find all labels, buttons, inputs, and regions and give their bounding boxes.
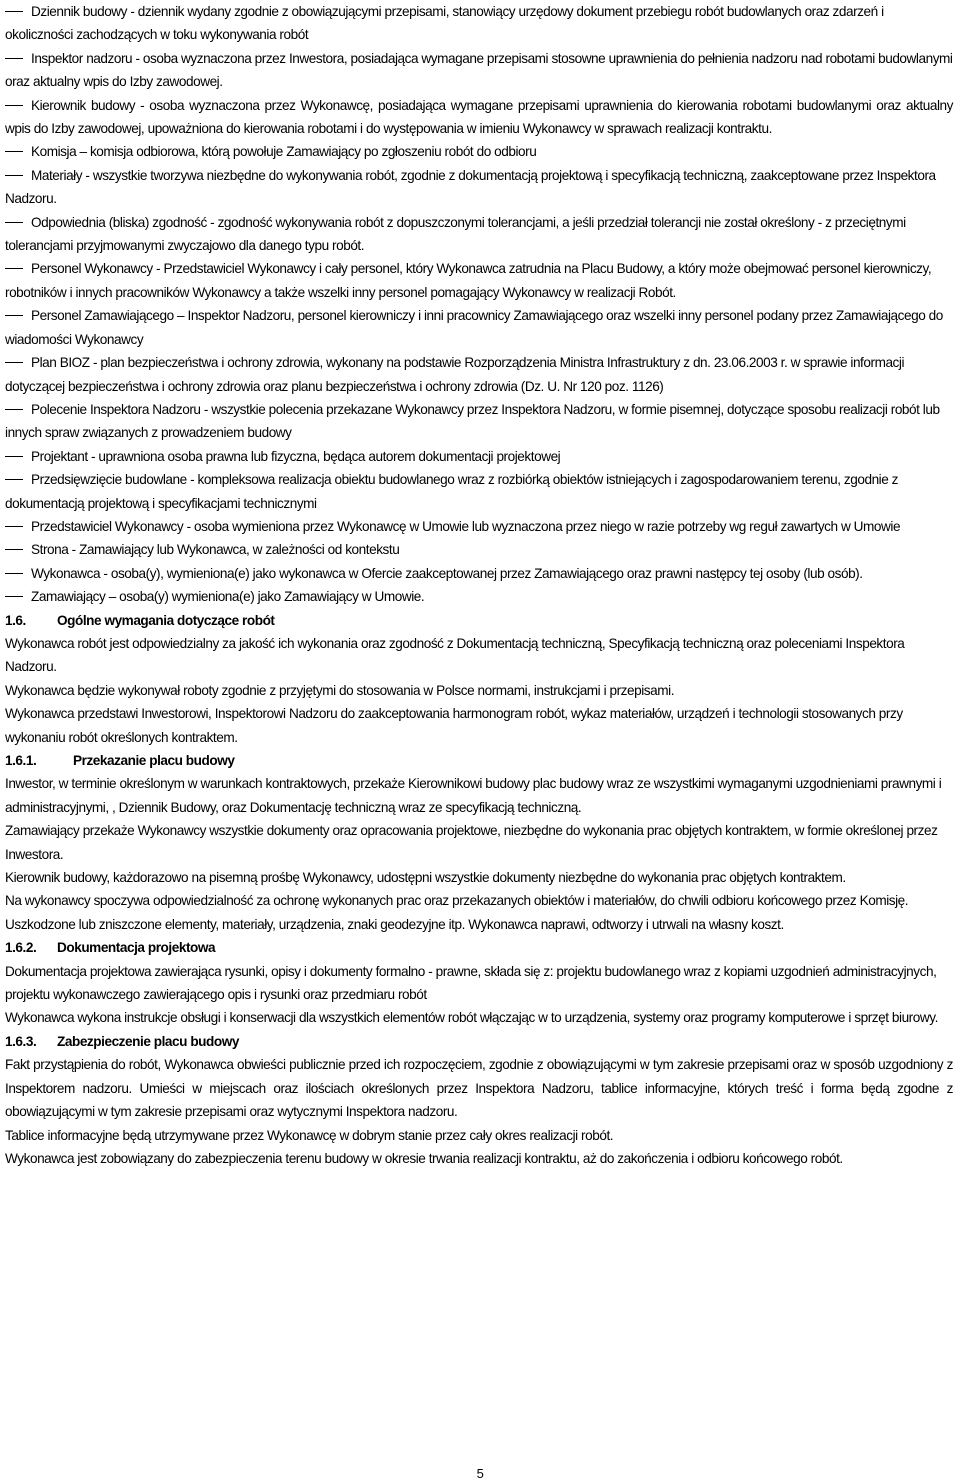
definitions-list xyxy=(5,0,953,609)
definition-item: Projektant - uprawniona osoba prawna lub fizyczna, będąca autorem dokumentacji projektowej xyxy=(5,445,953,468)
dash-bullet-icon xyxy=(5,573,23,574)
dash-bullet-icon xyxy=(5,596,23,597)
section-1-6-1 xyxy=(5,749,953,936)
definition-item: Przedstawiciel Wykonawcy - osoba wymieniona przez Wykonawcę w Umowie lub wyznaczona przez niego w razie potrzeby wg reguł zawartych w Umowie xyxy=(5,515,953,538)
section-heading xyxy=(5,1030,953,1053)
paragraph: Wykonawca przedstawi Inwestorowi, Inspektorowi Nadzoru do zaakceptowania harmonogram robót, wykaz materiałów, urządzeń i technologii stosowanych przy wykonaniu robót określonych kontraktem. xyxy=(5,706,903,745)
section-heading xyxy=(5,609,953,632)
section-title: Zabezpieczenie placu budowy xyxy=(57,1033,239,1049)
paragraph: Wykonawca wykona instrukcje obsługi i konserwacji dla wszystkich elementów robót włączając w to urządzenia, systemy oraz programy komputerowe i sprzęt biurowy. xyxy=(5,1010,938,1026)
definition-item: Personel Zamawiającego – Inspektor Nadzoru, personel kierowniczy i inni pracownicy Zamawiającego oraz wszelki inny personel podany przez Zamawiającego do wiadomości Wykonawcy xyxy=(5,308,943,347)
definition-item: Odpowiednia (bliska) zgodność - zgodność wykonywania robót z dopuszczonymi tolerancjami, a jeśli przedział tolerancji nie został określony - z przeciętnymi tolerancjami przyjmowanymi zwyczajowo dla danego typu robót. xyxy=(5,214,906,254)
dash-bullet-icon xyxy=(5,268,23,269)
dash-bullet-icon xyxy=(5,222,23,223)
paragraph: Wykonawca robót jest odpowiedzialny za jakość ich wykonania oraz zgodność z Dokumentacją techniczną, Specyfikacją techniczną oraz poleceniami Inspektora Nadzoru. xyxy=(5,635,905,675)
section-title: Dokumentacja projektowa xyxy=(57,940,216,956)
section-title: Ogólne wymagania dotyczące robót xyxy=(57,612,275,628)
definition-item: Komisja – komisja odbiorowa, którą powołuje Zamawiający po zgłoszeniu robót do odbioru xyxy=(5,140,953,163)
dash-bullet-icon xyxy=(5,11,23,12)
definition-item: Dziennik budowy - dziennik wydany zgodnie z obowiązującymi przepisami, stanowiący urzędowy dokument przebiegu robót budowlanych oraz zdarzeń i okoliczności zachodzących w toku wykonywania robót xyxy=(5,4,884,43)
dash-bullet-icon xyxy=(5,151,23,152)
section-number: 1.6.2. xyxy=(5,940,37,956)
paragraph: Inwestor, w terminie określonym w warunkach kontraktowych, przekaże Kierownikowi budowy plac budowy wraz ze wszystkimi wymaganymi uzgodnieniami prawnymi i administracyjnymi, , Dziennik Budowy, oraz Dokumentację techniczną wraz ze specyfikacją techniczną. xyxy=(5,776,942,815)
section-heading xyxy=(5,749,953,772)
paragraph: Na wykonawcy spoczywa odpowiedzialność za ochronę wykonanych prac oraz przekazanych obiektów i materiałów, do chwili odbioru końcowego przez Komisję. Uszkodzone lub zniszczone elementy, materiały, urządzenia, znaki geodezyjne itp. Wykonawca naprawi, odtworzy i utrwali na własny koszt. xyxy=(5,893,909,932)
dash-bullet-icon xyxy=(5,549,23,550)
paragraph: Kierownik budowy, każdorazowo na pisemną prośbę Wykonawcy, udostępni wszystkie dokumenty niezbędne do wykonania prac objętych kontraktem. xyxy=(5,870,846,886)
definition-item: Personel Wykonawcy - Przedstawiciel Wykonawcy i cały personel, który Wykonawca zatrudnia na Placu Budowy, a który może obejmować personel kierowniczy, robotników i innych pracowników Wykonawcy a także wszelki inny personel pomagający Wykonawcy w realizacji Robót. xyxy=(5,261,932,300)
paragraph: Zamawiający przekaże Wykonawcy wszystkie dokumenty oraz opracowania projektowe, niezbędne do wykonania prac objętych kontraktem, w formie określonej przez Inwestora. xyxy=(5,823,938,862)
dash-bullet-icon xyxy=(5,409,23,410)
dash-bullet-icon xyxy=(5,362,23,363)
section-1-6-2 xyxy=(5,936,953,1030)
paragraph: Wykonawca jest zobowiązany do zabezpieczenia terenu budowy w okresie trwania realizacji kontraktu, aż do zakończenia i odbioru końcowego robót. xyxy=(5,1150,843,1166)
dash-bullet-icon xyxy=(5,456,23,457)
definition-item: Materiały - wszystkie tworzywa niezbędne do wykonywania robót, zgodnie z dokumentacją projektową i specyfikacją techniczną, zaakceptowane przez Inspektora Nadzoru. xyxy=(5,167,936,207)
dash-bullet-icon xyxy=(5,105,23,106)
dash-bullet-icon xyxy=(5,315,23,316)
section-heading xyxy=(5,936,953,959)
paragraph: Tablice informacyjne będą utrzymywane przez Wykonawcę w dobrym stanie przez cały okres realizacji robót. xyxy=(5,1127,614,1143)
document-body xyxy=(5,0,953,1170)
dash-bullet-icon xyxy=(5,58,23,59)
section-1-6-3 xyxy=(5,1030,953,1170)
definition-item: Wykonawca - osoba(y), wymieniona(e) jako wykonawca w Ofercie zaakceptowanej przez Zamawiającego oraz prawni następcy tej osoby (lub osób). xyxy=(5,562,953,585)
definition-item: Inspektor nadzoru - osoba wyznaczona przez Inwestora, posiadająca wymagane przepisami stosowne uprawnienia do pełnienia nadzoru nad robotami budowlanymi oraz aktualny wpis do Izby zawodowej. xyxy=(5,50,953,90)
page-number: 5 xyxy=(476,1466,484,1481)
definition-item: Plan BIOZ - plan bezpieczeństwa i ochrony zdrowia, wykonany na podstawie Rozporządzenia Ministra Infrastruktury z dn. 23.06.2003 r. w sprawie informacji dotyczącej bezpieczeństwa i ochrony zdrowia oraz planu bezpieczeństwa i ochrony zdrowia (Dz. U. Nr 120 poz. 1126) xyxy=(5,355,905,394)
dash-bullet-icon xyxy=(5,526,23,527)
definition-item: Polecenie Inspektora Nadzoru - wszystkie polecenia przekazane Wykonawcy przez Inspektora Nadzoru, w formie pisemnej, dotyczące sposobu realizacji robót lub innych spraw związanych z prowadzeniem budowy xyxy=(5,401,940,441)
section-title: Przekazanie placu budowy xyxy=(73,753,235,768)
paragraph: Fakt przystąpienia do robót, Wykonawca obwieści publicznie przed ich rozpoczęciem, zgodnie z obowiązującymi w tym zakresie przepisami oraz w sposób uzgodniony z Inspektorem nadzoru. Umieści w miejscach oraz ilościach określonych przez Inspektora Nadzoru, tablice informacyjne, których treść i forma będą zgodne z obowiązującymi w tym zakresie przepisami oraz wytycznymi Inspektora nadzoru. xyxy=(5,1057,953,1120)
section-number: 1.6. xyxy=(5,612,26,628)
paragraph: Dokumentacja projektowa zawierająca rysunki, opisy i dokumenty formalno - prawne, składa się z: projektu budowlanego wraz z kopiami uzgodnień administracyjnych, projektu wykonawczego zawierającego opis i rysunki oraz przedmiaru robót xyxy=(5,963,937,1003)
section-1-6 xyxy=(5,609,953,749)
dash-bullet-icon xyxy=(5,175,23,176)
section-number: 1.6.3. xyxy=(5,1033,37,1049)
definition-item: Kierownik budowy - osoba wyznaczona przez Wykonawcę, posiadająca wymagane przepisami uprawnienia do kierowania robotami budowlanymi oraz aktualny wpis do Izby zawodowej, upoważniona do kierowania robotami i do występowania w imieniu Wykonawcy w sprawach realizacji kontraktu. xyxy=(5,97,953,137)
dash-bullet-icon xyxy=(5,479,23,480)
definition-item: Strona - Zamawiający lub Wykonawca, w zależności od kontekstu xyxy=(5,538,953,561)
paragraph: Wykonawca będzie wykonywał roboty zgodnie z przyjętymi do stosowania w Polsce normami, instrukcjami i przepisami. xyxy=(5,682,675,698)
section-number: 1.6.1. xyxy=(5,753,37,768)
definition-item: Przedsięwzięcie budowlane - kompleksowa realizacja obiektu budowlanego wraz z rozbiórką obiektów istniejących i zagospodarowaniem terenu, zgodnie z dokumentacją projektową i specyfikacjami technicznymi xyxy=(5,472,899,511)
definition-item: Zamawiający – osoba(y) wymieniona(e) jako Zamawiający w Umowie. xyxy=(5,585,953,608)
